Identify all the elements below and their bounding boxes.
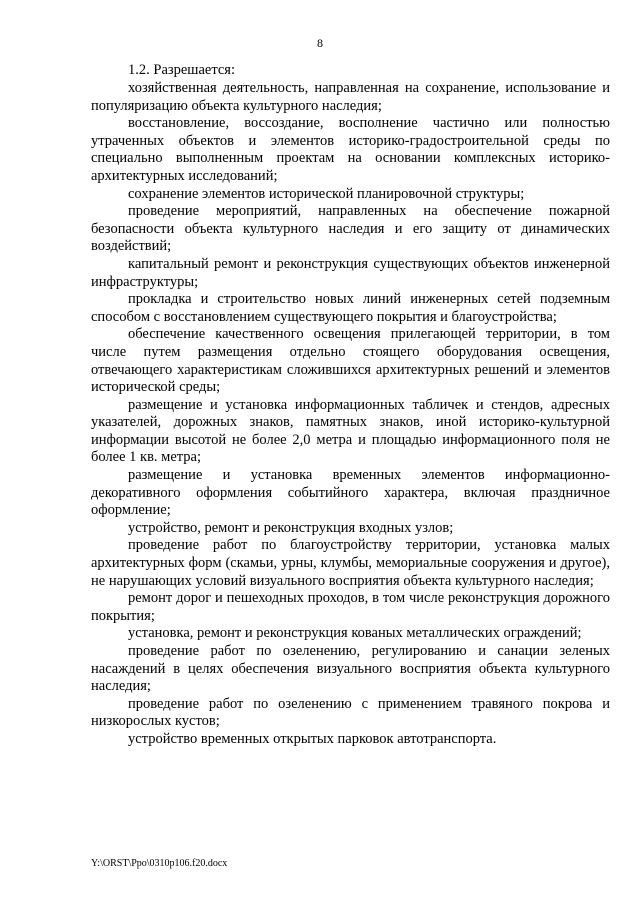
list-item: установка, ремонт и реконструкция кованых металлических ограждений; [128, 625, 582, 642]
list-item: прокладка и строительство новых линий инженерных сетей подземным способом с восстановлением существующего покрытия и благоустройства; [91, 291, 610, 325]
list-item: ремонт дорог и пешеходных проходов, в том числе реконструкция дорожного покрытия; [91, 590, 610, 624]
list-item: капитальный ремонт и реконструкция существующих объектов инженерной инфраструктуры; [91, 255, 610, 290]
list-item: устройство временных открытых парковок автотранспорта. [128, 730, 497, 747]
list-item: проведение работ по благоустройству территории, установка малых архитектурных форм (скамьи, урны, клумбы, мемориальные сооружения и другое), не нарушающих условий визуального восприятия объекта культурного наследия; [91, 537, 610, 589]
list-item: проведение работ по озеленению с применением травяного покрова и низкорослых кустов; [91, 695, 610, 730]
permitted-activities-list [91, 80, 610, 749]
list-item: хозяйственная деятельность, направленная на сохранение, использование и популяризацию объекта культурного наследия; [91, 80, 610, 114]
list-item: проведение работ по озеленению, регулированию и санации зеленых насаждений в целях обеспечения визуального восприятия объекта культурного наследия; [91, 643, 610, 695]
list-item: размещение и установка информационных табличек и стендов, адресных указателей, дорожных знаков, памятных знаков, иной историко-культурной информации высотой не более 2,0 метра и площадью информационного поля не более 1 кв. метра; [91, 396, 610, 466]
list-item: сохранение элементов исторической планировочной структуры; [128, 185, 525, 202]
section-heading: 1.2. Разрешается: [128, 62, 235, 78]
list-item: восстановление, воссоздание, восполнение частично или полностью утраченных объектов и элементов историко-градостроительной среды по специально выполненным проектам на основании комплексных историко-архитектурных исследований; [91, 115, 610, 184]
list-item: размещение и установка временных элементов информационно-декоративного оформления событийного характера, включая праздничное оформление; [91, 467, 610, 519]
list-item: устройство, ремонт и реконструкция входных узлов; [128, 519, 454, 536]
list-item: проведение мероприятий, направленных на обеспечение пожарной безопасности объекта культурного наследия и его защиту от динамических воздействий; [91, 203, 610, 255]
footer-file-path: Y:\ORST\Ppo\0310p106.f20.docx [91, 858, 228, 869]
page-number: 8 [317, 36, 323, 50]
list-item: обеспечение качественного освещения прилегающей территории, в том числе путем размещения отдельно стоящего оборудования освещения, отвечающего характеристикам сложившихся архитектурных решений и элементов исторической среды; [91, 326, 610, 396]
